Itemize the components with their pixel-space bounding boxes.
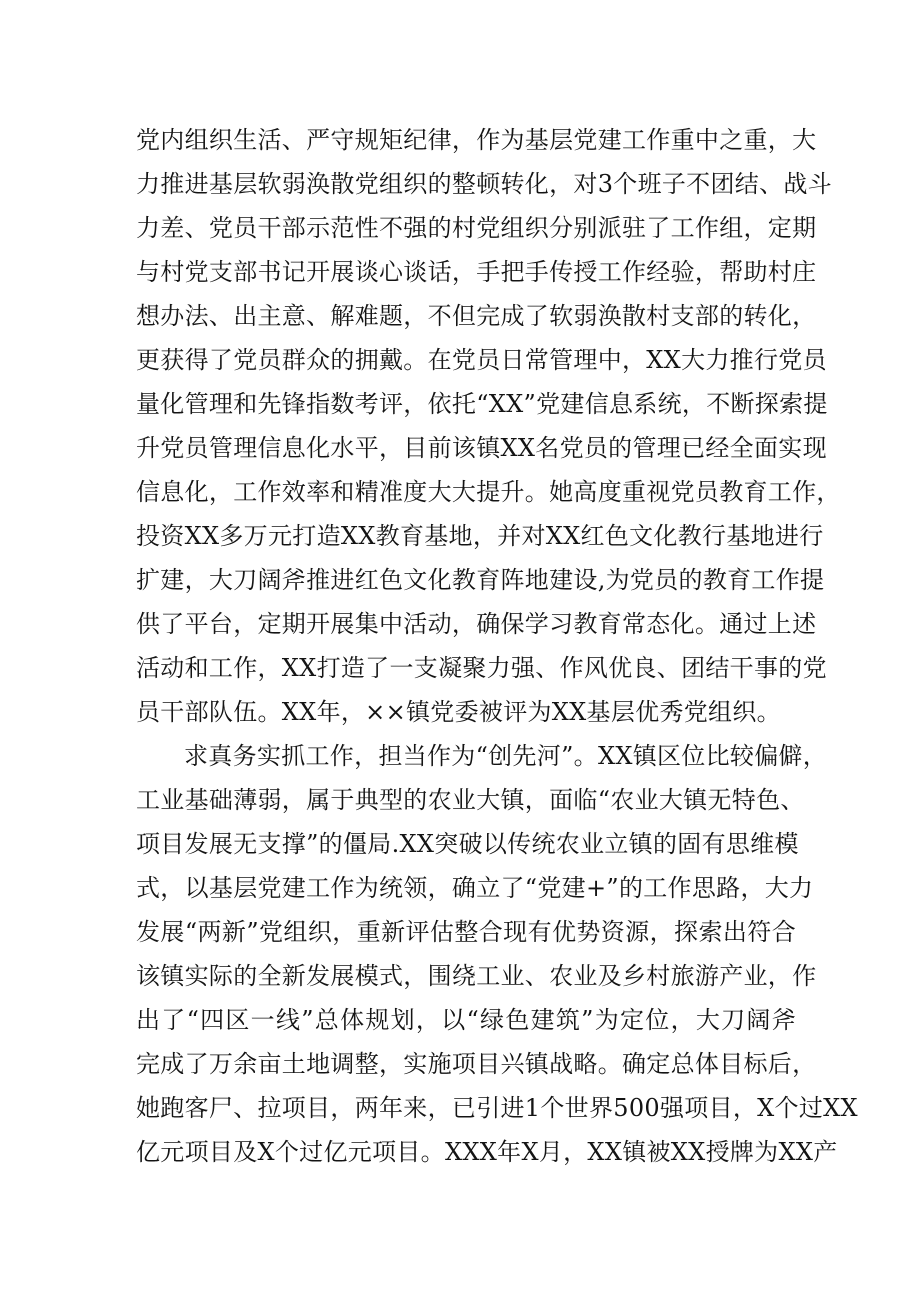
text-line: 该镇实际的全新发展模式，围绕工业、农业及乡村旅游产业，作 xyxy=(136,962,817,990)
text-line: 工业基础薄弱，属于典型的农业大镇，面临“农业大镇无特色、 xyxy=(136,786,805,814)
text-line: 活动和工作，XX打造了一支凝聚力强、作风优良、团结干事的党 xyxy=(136,654,827,682)
text-line: 投资XX多万元打造XX教育基地，并对XX红色文化教行基地进行 xyxy=(136,522,824,550)
text-line: 发展“两新”党组织，重新评估整合现有优势资源，探索出符合 xyxy=(136,918,796,946)
text-line: 出了“四区一线”总体规划，以“绿色建筑”为定位，大刀阔斧 xyxy=(136,1006,796,1034)
text-line: 更获得了党员群众的拥戴。在党员日常管理中，XX大力推行党员 xyxy=(136,346,827,374)
text-line: 量化管理和先锋指数考评，依托“XX”党建信息系统，不断探索提 xyxy=(136,390,828,418)
text-line: 与村党支部书记开展谈心谈话，手把手传授工作经验，帮助村庄 xyxy=(136,258,817,286)
text-line: 项目发展无支撑”的僵局.XX突破以传统农业立镇的固有思维模 xyxy=(136,830,799,858)
text-line: 亿元项目及X个过亿元项目。XXX年X月，XX镇被XX授牌为XX产 xyxy=(136,1138,838,1166)
text-line: 想办法、出主意、解难题，不但完成了软弱涣散村支部的转化， xyxy=(136,302,817,330)
text-line: 她跑客尸、拉项目，两年来，已引进1个世界500强项目，X个过XX xyxy=(136,1094,858,1122)
text-line: 员干部队伍。XX年，××镇党委被评为XX基层优秀党组织。 xyxy=(136,698,781,726)
text-line: 供了平台，定期开展集中活动，确保学习教育常态化。通过上述 xyxy=(136,610,817,638)
text-line: 式，以基层党建工作为统领，确立了“党建+”的工作思路，大力 xyxy=(136,874,814,902)
text-line: 党内组织生活、严守规矩纪律，作为基层党建工作重中之重，大 xyxy=(136,126,817,154)
text-line: 力差、党员干部示范性不强的村党组织分别派驻了工作组，定期 xyxy=(136,214,817,242)
paragraph-first-line: 求真务实抓工作，担当作为“创先河”。XX镇区位比较偏僻， xyxy=(184,742,828,770)
text-line: 扩建，大刀阔斧推进红色文化教育阵地建设,为党员的教育工作提 xyxy=(136,566,825,594)
text-line: 信息化，工作效率和精准度大大提升。她高度重视党员教育工作， xyxy=(136,478,841,506)
text-line: 升党员管理信息化水平，目前该镇XX名党员的管理已经全面实现 xyxy=(136,434,827,462)
text-line: 力推进基层软弱涣散党组织的整顿转化，对3个班子不团结、战斗 xyxy=(136,170,832,198)
text-line: 完成了万余亩土地调整，实施项目兴镇战略。确定总体目标后， xyxy=(136,1050,817,1078)
